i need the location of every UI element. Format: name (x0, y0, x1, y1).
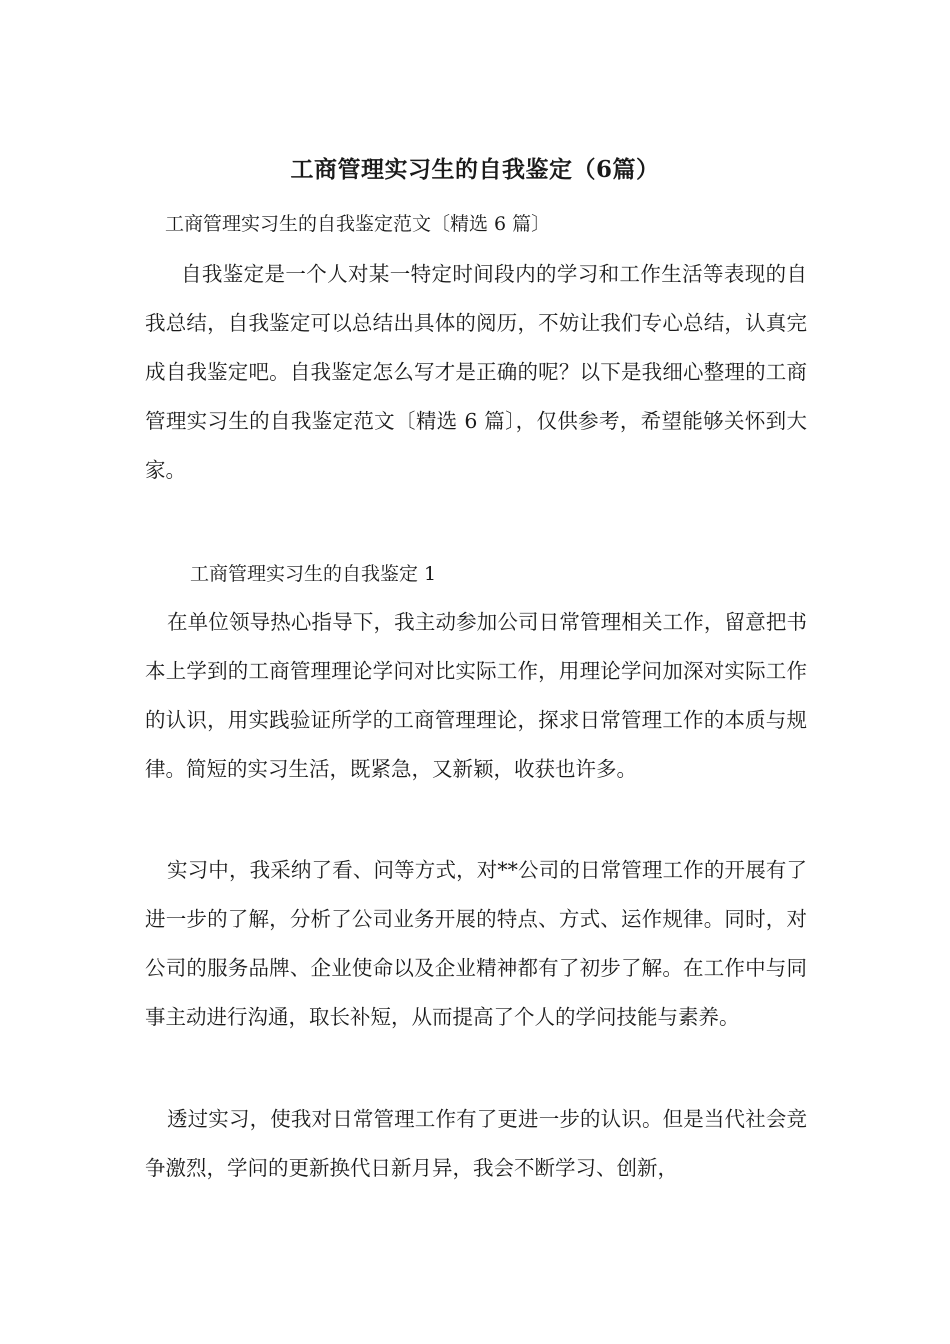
document-subtitle: 工商管理实习生的自我鉴定范文〔精选 6 篇〕 (165, 213, 551, 235)
document-title: 工商管理实习生的自我鉴定（6篇） (290, 156, 660, 183)
intro-paragraph: 自我鉴定是一个人对某一特定时间段内的学习和工作生活等表现的自我总结，自我鉴定可以总结出具体的阅历，不妨让我们专心总结，认真完成自我鉴定吧。自我鉴定怎么写才是正确的呢？以下是我细心整理的工商管理实习生的自我鉴定范文〔精选 6 篇〕，仅供参考，希望能够关怀到大家。 (145, 262, 807, 482)
body-paragraph: 透过实习，使我对日常管理工作有了更进一步的认识。但是当代社会竞争激烈，学问的更新换代日新月异，我会不断学习、创新， (145, 1107, 807, 1180)
section-heading: 工商管理实习生的自我鉴定 1 (190, 563, 437, 585)
body-paragraph: 实习中，我采纳了看、问等方式，对**公司的日常管理工作的开展有了进一步的了解，分析了公司业务开展的特点、方式、运作规律。同时，对公司的服务品牌、企业使命以及企业精神都有了初步了解。在工作中与同事主动进行沟通，取长补短，从而提高了个人的学问技能与素养。 (145, 858, 807, 1029)
body-paragraph: 在单位领导热心指导下，我主动参加公司日常管理相关工作，留意把书本上学到的工商管理理论学问对比实际工作，用理论学问加深对实际工作的认识，用实践验证所学的工商管理理论，探求日常管理工作的本质与规律。简短的实习生活，既紧急，又新颖，收获也许多。 (145, 610, 807, 781)
